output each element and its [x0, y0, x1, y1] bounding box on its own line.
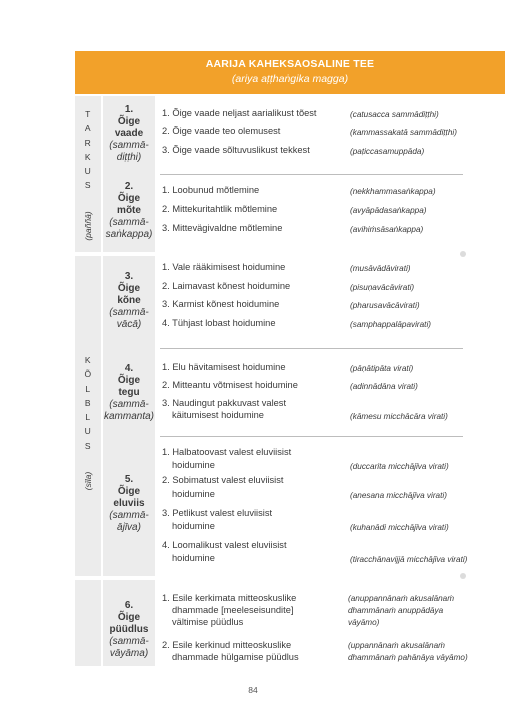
list-item-pali-cont: dhammānaṁ pahānāya vāyāmo): [348, 653, 468, 662]
list-item: 1. Loobunud mõtlemine: [162, 185, 260, 195]
list-item-pali: (pāṇātipāta virati): [350, 364, 414, 373]
list-item: 2. Esile kerkinud mitteoskuslike: [162, 640, 292, 650]
list-item: 3. Karmist kõnest hoidumine: [162, 299, 280, 309]
list-item-pali: (tiracchānavijjā micchājīva virati): [350, 555, 468, 564]
list-item-cont: hoidumine: [172, 460, 215, 470]
table-title: AARIJA KAHEKSAOSALINE TEE: [205, 58, 375, 70]
list-item-cont: hoidumine: [172, 489, 215, 499]
list-item-cont: hoidumine: [172, 553, 215, 563]
list-item-cont: dhammade hülgamise püüdlus: [172, 652, 299, 662]
list-item-pali: (anuppannānaṁ akusalānaṁ: [348, 594, 455, 603]
list-item: 3. Naudingut pakkuvast valest: [162, 398, 287, 408]
list-item: 3. Õige vaade sõltuvuslikust tekkest: [162, 145, 310, 155]
row-divider: [160, 174, 463, 175]
list-item-cont: hoidumine: [172, 521, 215, 531]
list-item-pali: (uppannānaṁ akusalānaṁ: [348, 641, 445, 650]
list-item-pali-cont: vāyāmo): [348, 618, 380, 627]
section-tarkus: [75, 96, 101, 252]
list-item-pali: (duccarita micchājīva virati): [350, 462, 449, 471]
list-item: 1. Esile kerkimata mitteoskuslike: [162, 593, 297, 603]
list-item: 1. Vale rääkimisest hoidumine: [162, 262, 286, 272]
list-item-pali: (avihiṁsāsaṅkappa): [350, 225, 424, 234]
path-cell-3: 3. Õige kõne (sammā- vācā): [103, 256, 155, 348]
list-item-pali: (pisuṇavācāvirati): [350, 283, 415, 292]
row-divider: [160, 436, 463, 437]
section-tarkus-label: T A R K U S: [84, 109, 92, 191]
path-cell-4: 4. Õige tegu (sammā- kammanta): [103, 348, 155, 436]
list-item-pali: (kammassakatā sammādiṭṭhi): [350, 128, 457, 137]
path-cell-5: 5. Õige eluviis (sammā- ājīva): [103, 436, 155, 576]
list-item-pali: (paṭiccasamuppāda): [350, 147, 425, 156]
list-item-cont: käitumisest hoidumine: [172, 410, 264, 420]
section-tarkus-pali: (paññā): [83, 211, 93, 241]
list-item-pali: (anesana micchājīva virati): [350, 491, 447, 500]
list-item: 2. Õige vaade teo olemusest: [162, 126, 281, 136]
list-item-cont: vältimise püüdlus: [172, 617, 244, 627]
list-item-pali: (avyāpādasaṅkappa): [350, 206, 427, 215]
path-cell-1: 1. Õige vaade (sammā- diṭṭhi): [103, 96, 155, 174]
row-divider: [160, 348, 463, 349]
path-cell-2: 2. Õige mõte (sammā- saṅkappa): [103, 174, 155, 252]
divider-dot: [460, 251, 466, 257]
section-samadhi: [75, 580, 101, 666]
table-subtitle: (ariya aṭṭhaṅgika magga): [231, 73, 349, 85]
list-item-pali: (pharusavācāvirati): [350, 301, 420, 310]
list-item: 3. Petlikust valest eluviisist: [162, 508, 273, 518]
path-cell-6: 6. Õige püüdlus (sammā- vāyāma): [103, 580, 155, 666]
list-item-pali: (musāvādāvirati): [350, 264, 411, 273]
list-item: 2. Mitteantu võtmisest hoidumine: [162, 380, 298, 390]
list-item-pali: (adinnādāna virati): [350, 382, 418, 391]
list-item: 2. Sobimatust valest eluviisist: [162, 475, 284, 485]
list-item-cont: dhammade [meeleseisundite]: [172, 605, 294, 615]
list-item: 2. Mittekuritahtlik mõtlemine: [162, 204, 278, 214]
list-item: 3. Mittevägivaldne mõtlemine: [162, 223, 283, 233]
list-item: 4. Tühjast lobast hoidumine: [162, 318, 276, 328]
list-item: 2. Laimavast kõnest hoidumine: [162, 281, 291, 291]
list-item: 1. Õige vaade neljast aarialikust tõest: [162, 108, 317, 118]
list-item: 1. Elu hävitamisest hoidumine: [162, 362, 286, 372]
list-item-pali: (kuhanādi micchājīva virati): [350, 523, 449, 532]
section-kolblus-label: K Õ L B L U S: [84, 355, 92, 451]
list-item-pali: (catusacca sammādiṭṭhi): [350, 110, 439, 119]
page-number: 84: [248, 685, 258, 695]
divider-dot: [460, 573, 466, 579]
section-kolblus-pali: (sīla): [83, 471, 93, 491]
list-item: 4. Loomalikust valest eluviisist: [162, 540, 287, 550]
list-item-pali-cont: dhammānaṁ anuppādāya: [348, 606, 444, 615]
list-item-pali: (samphappalāpavirati): [350, 320, 432, 329]
list-item-pali: (nekkhammasaṅkappa): [350, 187, 436, 196]
section-kolblus: [75, 256, 101, 576]
table-header: [75, 51, 505, 94]
list-item: 1. Halbatoovast valest eluviisist: [162, 447, 292, 457]
list-item-pali: (kāmesu micchācāra virati): [350, 412, 448, 421]
